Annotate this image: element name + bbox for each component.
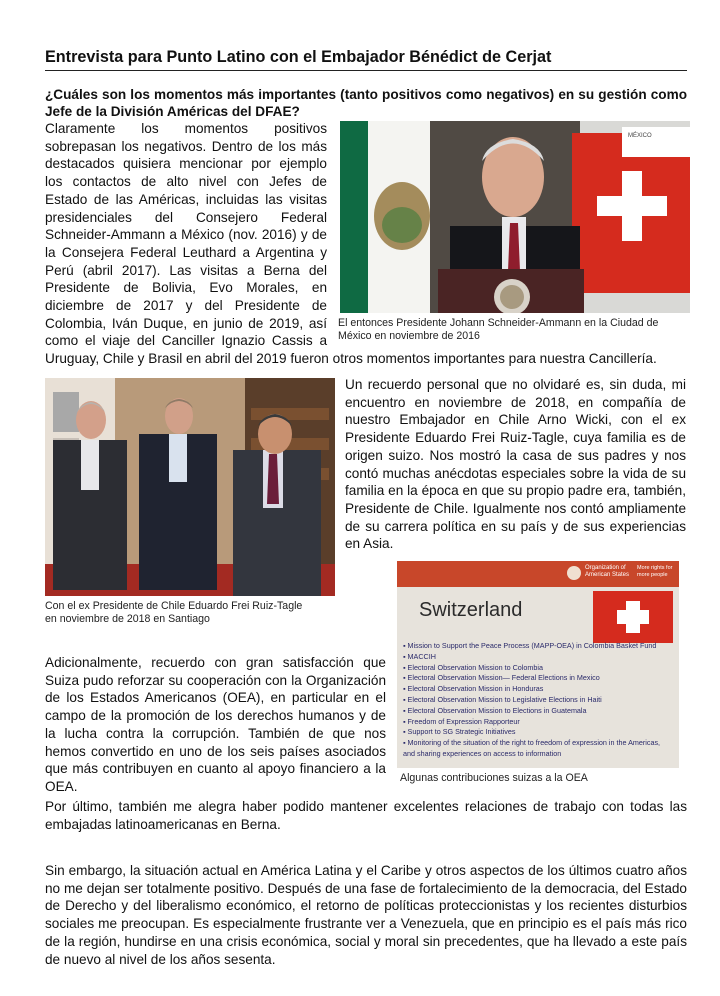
list-item: ▪ Electoral Observation Mission to Legislative Elections in Haiti [403,694,602,704]
interview-question: ¿Cuáles son los momentos más importantes (tanto positivos como negativos) en su gestión como Jefe de la División Américas del DFAE? [45,87,687,119]
document-title: Entrevista para Punto Latino con el Embajador Bénédict de Cerjat [45,48,687,71]
list-item: ▪ Electoral Observation Mission in Honduras [403,684,544,694]
photo-frei-graphic [45,378,335,596]
list-item: ▪ Mission to Support the Peace Process (MAPP-OEA) in Colombia Basket Fund [403,641,657,650]
paragraph-4: Por último, también me alegra haber podido mantener excelentes relaciones de trabajo con todas las embajadas latinoamericanas en Berna. [45,799,687,832]
list-item: ▪ MACCIH [403,651,436,661]
swiss-flag-icon [593,591,673,643]
oea-seal-icon [567,566,581,580]
list-item: ▪ Freedom of Expression Rapporteur [403,716,520,726]
list-item: ▪ Monitoring of the situation of the right to freedom of expression in the Americas, and sharing experiences on access to information [403,738,661,758]
list-item: ▪ Support to SG Strategic Initiatives [403,727,516,737]
photo3-caption: Algunas contribuciones suizas a la OEA [400,772,588,784]
list-item: ▪ Electoral Observation Mission to Elections in Guatemala [403,705,587,715]
oea-org-name: Organization of American States [585,565,630,578]
photo-schneider-ammann [340,121,690,313]
oea-motto: More rights for more people [637,565,673,578]
photo2-caption [45,600,345,626]
paragraph-2: Un recuerdo personal que no olvidaré es, sin duda, mi encuentro en noviembre de 2018, en compañía de nuestro Embajador en Chile Arno Wicki, con el ex Presidente Eduardo Frei Ruiz-Tagle, cuya familia es de origen suizo. Nos mostró la casa de sus padres y nos contó muchas anécdotas especiales sobre la vida de su familia en la época en que su propio padre era, también, Presidente de Chile. Igualmente nos contó ampliamente de su carrera política en su país y de sus experiencias en Asia. [345,377,686,552]
photo2-caption-line1: Con el ex Presidente de Chile Eduardo Frei Ruiz-Tagle [45,600,303,612]
photo-schneider-ammann-graphic [340,121,690,313]
list-item: ▪ Electoral Observation Mission— Federal Elections in Mexico [403,673,600,683]
paragraph-3: Adicionalmente, recuerdo con gran satisfacción que Suiza pudo reforzar su cooperación con la Organización de los Estados Americanos (OEA), en particular en el campo de la promoción de los derechos humanos y de la lucha contra la corrupción. También de que nos hemos convertido en uno de los seis países asociados que más contribuyen en cuanto al apoyo financiero a la OEA. [45,655,386,794]
paragraph-1-text: Claramente los momentos positivos sobrepasan los negativos. Dentro de los más destacados quisiera mencionar por ejemplo los contactos de alto nivel con Jefes de Estado de las Américas, incluidas las visitas presidenciales del Consejero Federal Schneider-Ammann a México (nov. 2016) y de la Consejera Federal Leuthard a Argentina y Perú (abril 2017). Las visitas a Berna del Presidente de Bolivia, Evo Morales, en diciembre de 2017 y del Presidente de Colombia, Iván Duque, en junio de 2019, así como el viaje del Canciller Ignazio Cassis a Uruguay, Chile y Brasil en abril del 2019 fueron otros momentos importantes para nuestra Cancillería. [45,121,657,367]
list-item: ▪ Electoral Observation Mission to Colombia [403,662,543,672]
photo-oea-slide [397,561,679,768]
oea-contribution-list [403,641,673,759]
photo2-caption-line2: en noviembre de 2018 en Santiago [45,613,210,625]
photo-frei-ruiz-tagle [45,378,335,596]
oea-slide-heading: Switzerland [419,599,523,621]
mexico-logo-text: MÉXICO [628,133,652,139]
paragraph-5: Sin embargo, la situación actual en América Latina y el Caribe y otros aspectos de los últimos cuatro años no me dejan ser totalmente positivo. Después de una fase de fortalecimiento de la democracia, del Estado de Derecho y del liberalismo económico, el retorno de políticas proteccionistas y los recientes disturbios sociales me preocupan. Es especialmente frustrante ver a Venezuela, que en principio es el país más rico de la región, hundirse en una crisis económica, social y moral sin precedentes, que ha llevado a este país de nuevo al nivel de los años sesenta. [45,863,687,967]
photo1-caption: El entonces Presidente Johann Schneider-Ammann en la Ciudad de México en noviembre de 2016 [338,317,659,342]
